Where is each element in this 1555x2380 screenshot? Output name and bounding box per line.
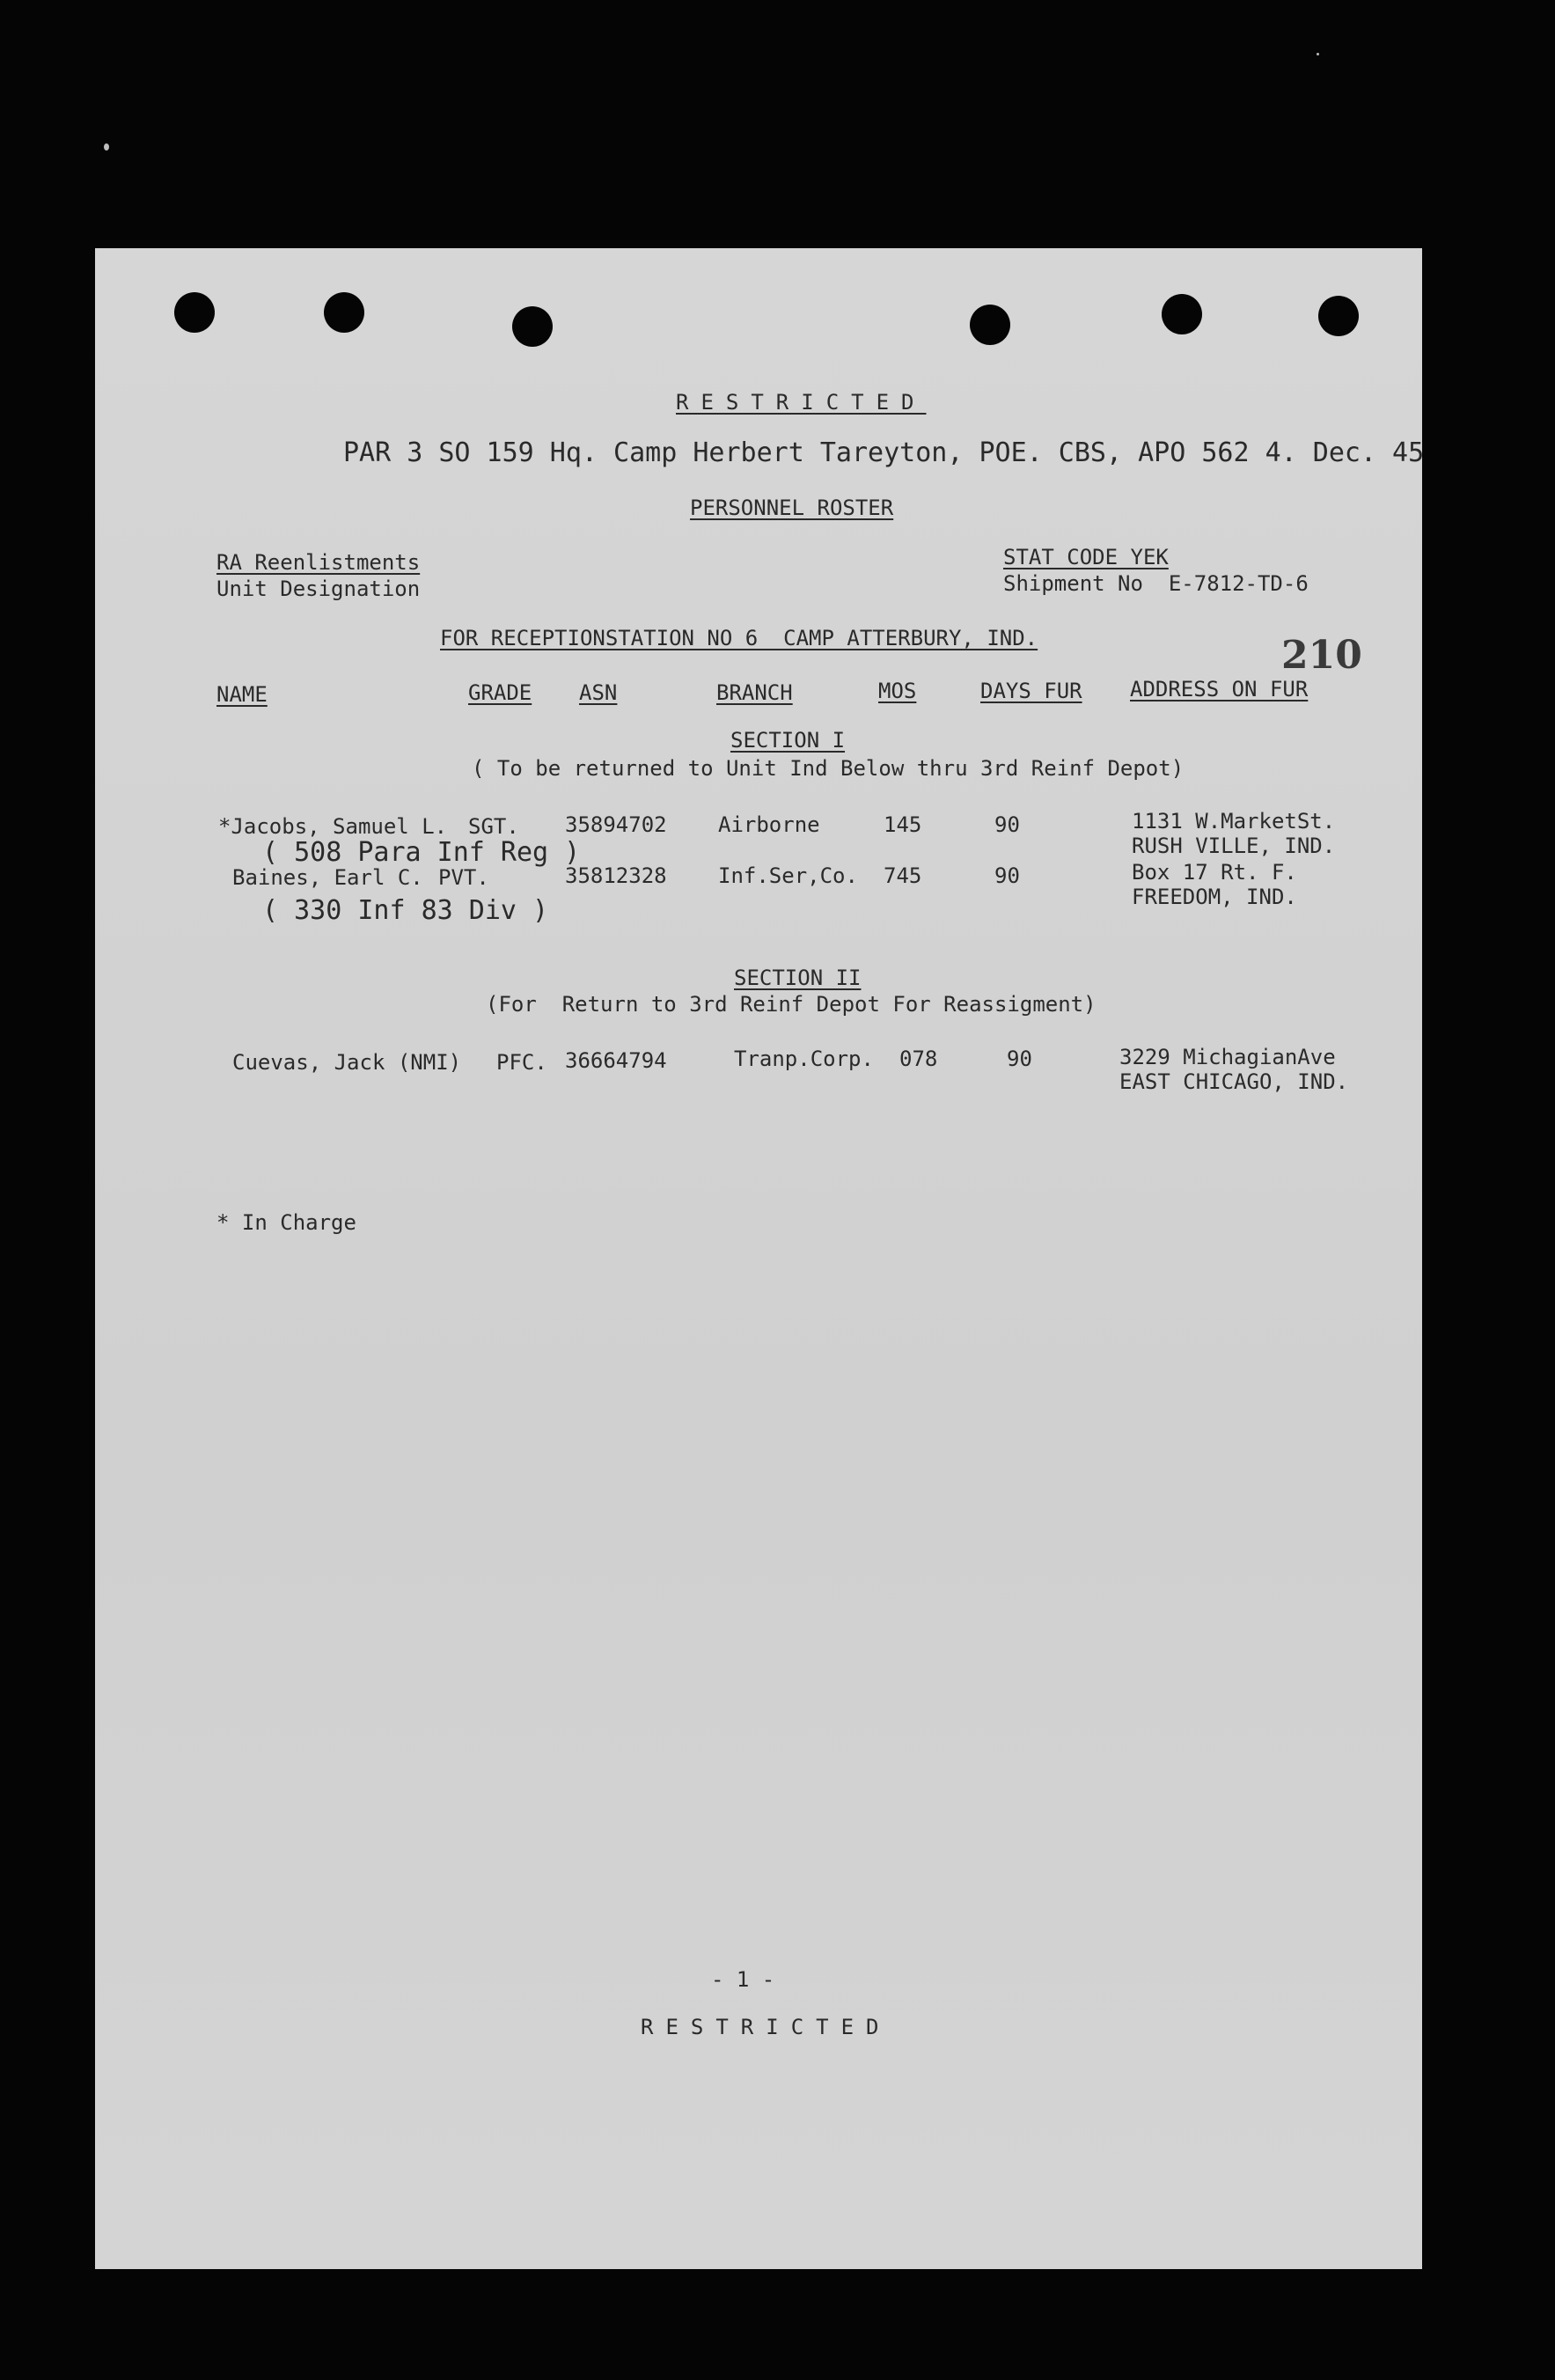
col-mos: MOS bbox=[878, 679, 917, 703]
dust-speck bbox=[104, 143, 109, 151]
reception-line: FOR RECEPTIONSTATION NO 6 CAMP ATTERBURY, IND. bbox=[440, 626, 1038, 650]
row3-grade: PFC. bbox=[496, 1050, 547, 1075]
punch-hole bbox=[1162, 294, 1202, 334]
left-block-line2: Unit Designation bbox=[216, 577, 421, 601]
row2-address-line2: FREEDOM, IND. bbox=[1132, 885, 1297, 909]
row2-branch: Inf.Ser,Co. bbox=[718, 863, 858, 888]
row1-address-line1: 1131 W.MarketSt. bbox=[1132, 809, 1336, 834]
row2-mos: 745 bbox=[884, 863, 922, 888]
section2-title: SECTION II bbox=[734, 966, 862, 990]
roster-title: PERSONNEL ROSTER bbox=[690, 496, 894, 520]
restricted-footer: RESTRICTED bbox=[641, 2015, 891, 2039]
col-name: NAME bbox=[216, 682, 268, 707]
row1-mos: 145 bbox=[884, 812, 922, 837]
row1-days: 90 bbox=[994, 812, 1020, 837]
row1-address-line2: RUSH VILLE, IND. bbox=[1132, 834, 1336, 858]
row3-mos: 078 bbox=[899, 1047, 938, 1071]
row3-name: Cuevas, Jack (NMI) bbox=[232, 1050, 462, 1075]
shipment-number: Shipment No E-7812-TD-6 bbox=[1003, 571, 1309, 596]
row3-days: 90 bbox=[1007, 1047, 1032, 1071]
row2-grade: PVT. bbox=[438, 865, 489, 890]
col-grade: GRADE bbox=[468, 680, 532, 705]
document-page bbox=[95, 248, 1425, 2269]
dust-speck bbox=[1317, 53, 1319, 55]
col-days-fur: DAYS FUR bbox=[980, 679, 1082, 703]
row3-address-line1: 3229 MichagianAve bbox=[1119, 1045, 1336, 1069]
punch-hole bbox=[174, 292, 215, 333]
page-number: - 1 - bbox=[711, 1967, 775, 1992]
section1-subtitle: ( To be returned to Unit Ind Below thru 3rd Reinf Depot) bbox=[472, 756, 1185, 781]
row1-branch: Airborne bbox=[718, 812, 820, 837]
row1-unit: ( 508 Para Inf Reg ) bbox=[262, 837, 581, 868]
col-branch: BRANCH bbox=[716, 680, 793, 705]
section2-subtitle: (For Return to 3rd Reinf Depot For Reassigment) bbox=[486, 992, 1097, 1017]
row3-address-line2: EAST CHICAGO, IND. bbox=[1119, 1069, 1349, 1094]
row1-asn: 35894702 bbox=[565, 812, 667, 837]
footnote-in-charge: * In Charge bbox=[216, 1210, 356, 1235]
punch-hole bbox=[1318, 296, 1359, 336]
row1-grade: SGT. bbox=[468, 814, 519, 839]
stat-code: STAT CODE YEK bbox=[1003, 545, 1169, 569]
row3-branch: Tranp.Corp. bbox=[734, 1047, 874, 1071]
punch-hole bbox=[324, 292, 364, 333]
col-address: ADDRESS ON FUR bbox=[1130, 677, 1309, 702]
col-asn: ASN bbox=[579, 680, 618, 705]
stamp-number: 210 bbox=[1281, 633, 1362, 678]
orders-line: PAR 3 SO 159 Hq. Camp Herbert Tareyton, POE. CBS, APO 562 4. Dec. 45 bbox=[343, 437, 1425, 468]
left-block-line1: RA Reenlistments bbox=[216, 550, 421, 575]
punch-hole bbox=[512, 306, 553, 347]
row2-unit: ( 330 Inf 83 Div ) bbox=[262, 895, 549, 926]
row2-name: Baines, Earl C. bbox=[232, 865, 423, 890]
row2-days: 90 bbox=[994, 863, 1020, 888]
row2-asn: 35812328 bbox=[565, 863, 667, 888]
section1-title: SECTION I bbox=[730, 728, 846, 753]
row3-asn: 36664794 bbox=[565, 1048, 667, 1073]
restricted-header: RESTRICTED bbox=[676, 390, 927, 415]
row1-name: *Jacobs, Samuel L. bbox=[218, 814, 448, 839]
row2-address-line1: Box 17 Rt. F. bbox=[1132, 860, 1297, 885]
punch-hole bbox=[970, 305, 1010, 345]
